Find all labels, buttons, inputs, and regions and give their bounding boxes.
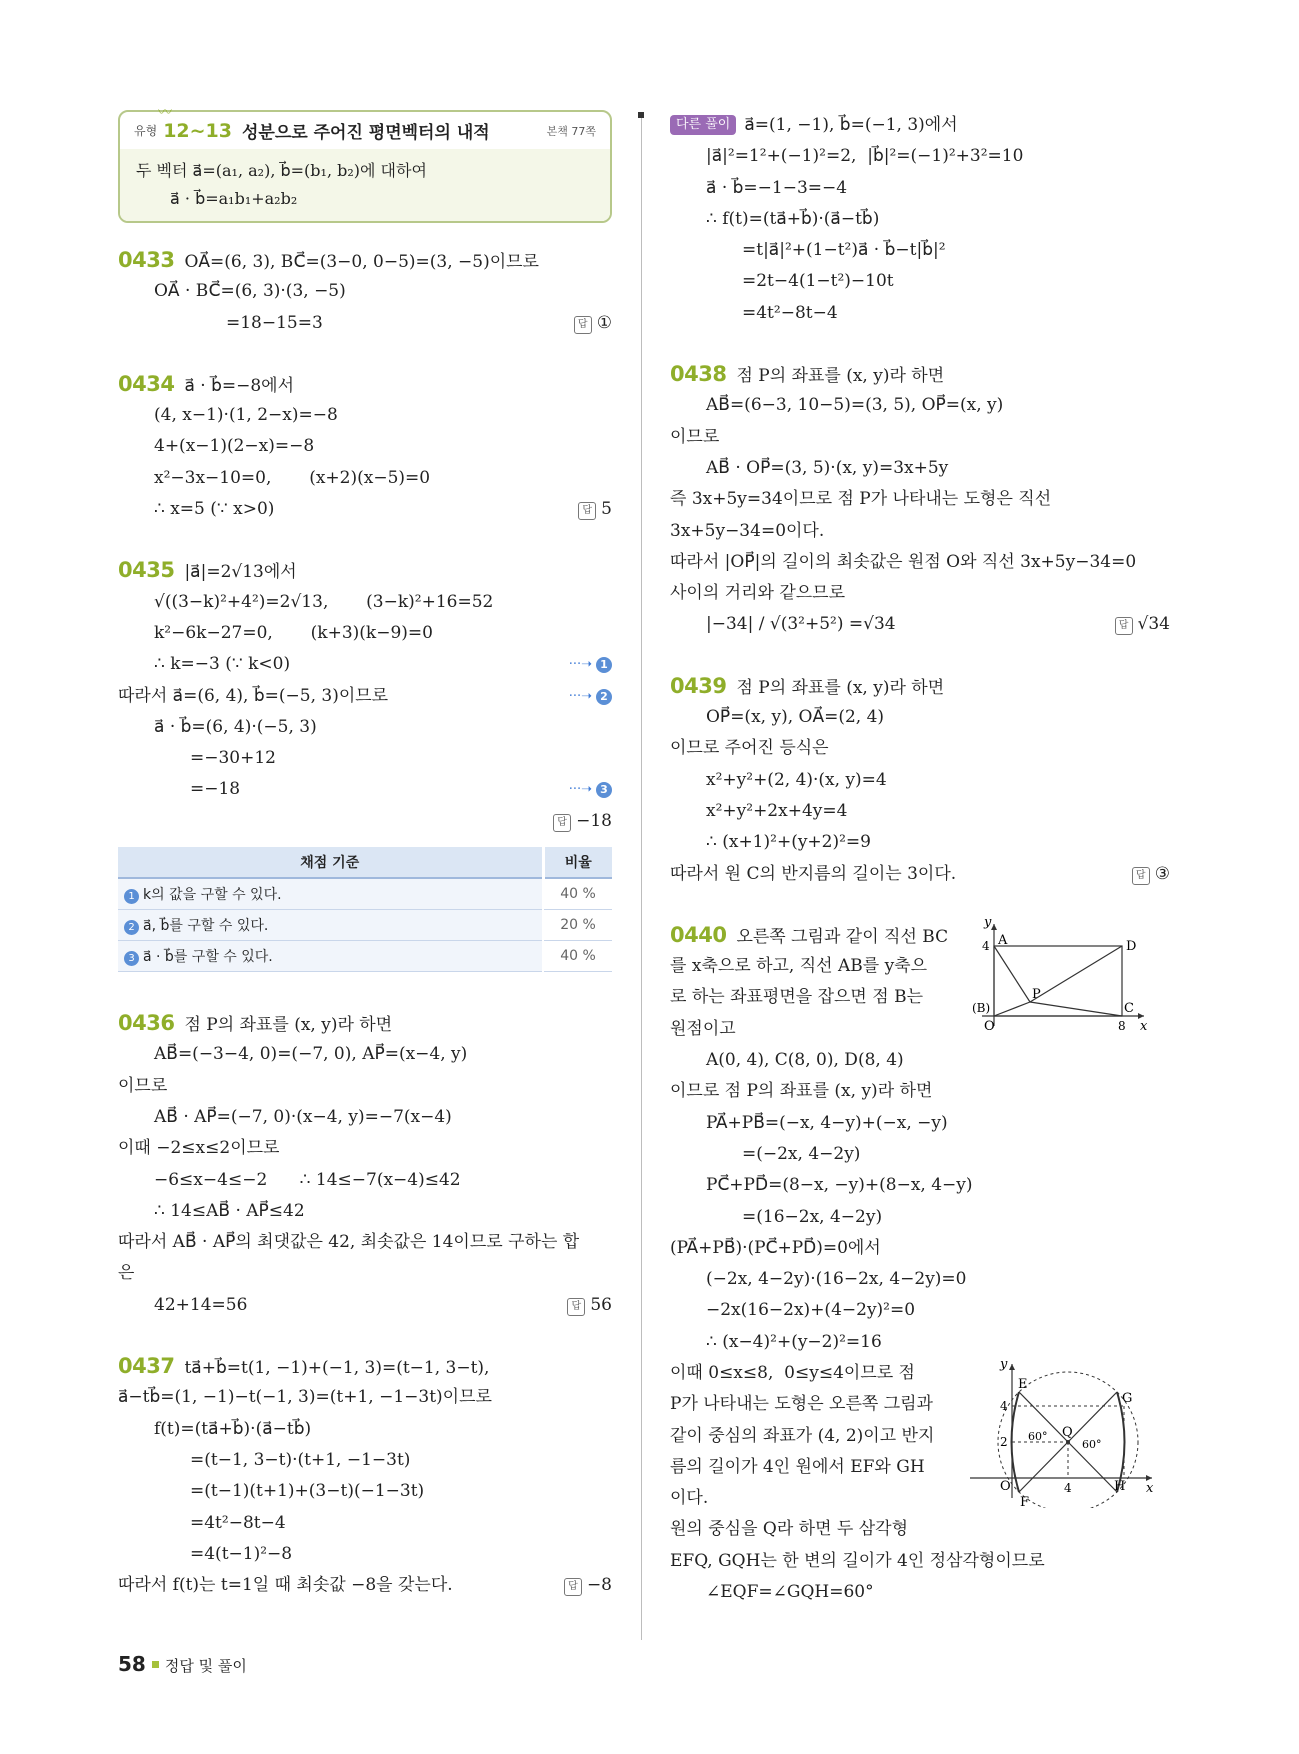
step-marker: ···➝ 1: [569, 649, 612, 680]
wave-decoration-icon: 〰: [158, 105, 172, 121]
answer: 답 5: [578, 494, 612, 525]
label-o: O: [984, 1018, 995, 1034]
label-o: O: [1000, 1478, 1011, 1494]
solution-line: 따라서 a⃗=(6, 4), b⃗=(−5, 3)이므로: [118, 685, 389, 706]
y-axis-arrow-icon: [1009, 1364, 1015, 1370]
answer-icon: 답: [1132, 867, 1150, 885]
angle-label: 60°: [1028, 1429, 1048, 1443]
step-marker: ···➝ 2: [569, 681, 612, 712]
arc-gh: [1117, 1392, 1125, 1492]
solution-line: 3x+5y−34=0이다.: [670, 520, 825, 541]
circle-figure: [970, 1358, 1160, 1508]
table-row: [118, 941, 612, 972]
criterion-text: k의 값을 구할 수 있다.: [143, 887, 282, 904]
segment-pb: [994, 1002, 1030, 1016]
problem-number: 0439: [670, 673, 727, 698]
solution-line: 점 P의 좌표를 (x, y)라 하면: [736, 366, 945, 387]
segment-pd: [1030, 946, 1122, 1002]
solution-line: 오른쪽 그림과 같이 직선 BC: [736, 926, 949, 947]
problem-number: 0436: [118, 1011, 175, 1036]
solution-line: =(t−1, 3−t)·(t+1, −1−3t): [190, 1449, 411, 1470]
solution-line: −2x(16−2x)+(4−2y)²=0: [706, 1300, 916, 1321]
solution-line: 이므로: [118, 1075, 168, 1096]
solution-line: OP⃗=(x, y), OA⃗=(2, 4): [706, 707, 885, 728]
problem-0434: [118, 369, 612, 525]
type-header: [120, 112, 610, 149]
rectangle-abcd: [994, 946, 1122, 1016]
label-a: A: [998, 932, 1008, 948]
answer-icon: 답: [1115, 617, 1133, 635]
angle-label: 60°: [1082, 1437, 1102, 1451]
solution-line: 를 x축으로 하고, 직선 AB를 y축으: [670, 956, 928, 977]
criterion-ratio: 40 %: [543, 941, 612, 972]
solution-line: ∴ f(t)=(ta⃗+b⃗)·(a⃗−tb⃗): [706, 208, 880, 229]
solution-line: f(t)=(ta⃗+b⃗)·(a⃗−tb⃗): [154, 1418, 312, 1439]
segment-pa: [994, 946, 1030, 1002]
answer-icon: 답: [553, 814, 571, 832]
page-number: 58: [118, 1652, 146, 1676]
solution-line: 사이의 거리와 같으므로: [670, 583, 846, 604]
solution-line: 따라서 AB⃗ · AP⃗의 최댓값은 42, 최솟값은 14이므로 구하는 합: [118, 1232, 580, 1253]
summary-formula: a⃗ · b⃗=a₁b₁+a₂b₂: [170, 189, 298, 208]
answer: 답 ①: [574, 308, 612, 339]
type-ref: 본책 77쪽: [546, 124, 596, 138]
solution-line: |a⃗|=2√13에서: [184, 562, 297, 583]
answer: 답 √34: [1115, 609, 1170, 640]
solution-line: 4+(x−1)(2−x)=−8: [154, 436, 315, 457]
solution-line: AB⃗ · AP⃗=(−7, 0)·(x−4, y)=−7(x−4): [154, 1106, 452, 1127]
label-p: P: [1032, 986, 1041, 1002]
problem-number: 0433: [118, 248, 175, 272]
solution-line: =4t²−8t−4: [190, 1512, 286, 1533]
answer: 답 −8: [564, 1570, 612, 1601]
criterion-ratio: 20 %: [543, 910, 612, 941]
x-label: x: [1146, 1480, 1154, 1496]
type-range: 12~13: [163, 119, 232, 142]
segment-pc: [1030, 1002, 1122, 1016]
solution-line: ∴ k=−3 (∵ k<0): [154, 654, 291, 675]
solution-line: ∴ 14≤AB⃗ · AP⃗≤42: [154, 1200, 305, 1221]
footer-label: 정답 및 풀이: [164, 1657, 247, 1675]
solution-line: PA⃗+PB⃗=(−x, 4−y)+(−x, −y): [706, 1112, 948, 1133]
step-marker: ···➝ 3: [569, 774, 612, 805]
solution-line: a⃗−tb⃗=(1, −1)−t(−1, 3)=(t+1, −1−3t)이므로: [118, 1387, 492, 1408]
table-header: 채점 기준: [118, 847, 543, 878]
solution-line: x²+y²+2x+4y=4: [706, 800, 848, 821]
solution-line: 원의 중심을 Q라 하면 두 삼각형: [670, 1519, 909, 1540]
solution-line: 이다.: [670, 1488, 709, 1509]
answer: 답 −18: [553, 806, 612, 837]
solution-line: 원점이고: [670, 1018, 736, 1039]
table-header: 비율: [543, 847, 612, 878]
left-column: [118, 105, 612, 1601]
solution-line: 같이 중심의 좌표가 (4, 2)이고 반지: [670, 1425, 935, 1446]
step-number: 1: [124, 889, 139, 904]
solution-line: 이므로 점 P의 좌표를 (x, y)라 하면: [670, 1081, 933, 1102]
problem-number: 0434: [118, 371, 175, 396]
problem-number: 0435: [118, 558, 175, 583]
criterion-ratio: 40 %: [543, 878, 612, 910]
solution-line: a⃗=(1, −1), b⃗=(−1, 3)에서: [744, 115, 958, 135]
solution-line: OA⃗=(6, 3), BC⃗=(3−0, 0−5)=(3, −5)이므로: [184, 252, 539, 272]
solution-line: ∠EQF=∠GQH=60°: [706, 1582, 874, 1603]
solution-line: |−34| / √(3²+5²) =√34: [706, 614, 896, 635]
rectangle-figure: [972, 916, 1152, 1036]
solution-line: PC⃗+PD⃗=(8−x, −y)+(8−x, 4−y): [706, 1175, 973, 1196]
problem-0437: [118, 1351, 612, 1601]
table-row: [118, 910, 612, 941]
alternative-solution: [670, 110, 1170, 329]
problem-0436: [118, 1008, 612, 1321]
solution-line: =(−2x, 4−2y): [742, 1143, 861, 1164]
solution-line: |a⃗|²=1²+(−1)²=2, |b⃗|²=(−1)²+3²=10: [706, 146, 1024, 167]
solution-line: 로 하는 좌표평면을 잡으면 점 B는: [670, 987, 923, 1008]
solution-line: =2t−4(1−t²)−10t: [742, 271, 894, 292]
page-footer: [118, 1652, 247, 1676]
answer-icon: 답: [578, 502, 596, 520]
solution-line: a⃗ · b⃗=(6, 4)·(−5, 3): [154, 716, 317, 737]
step-number: 3: [124, 951, 139, 966]
solution-line: =18−15=3: [226, 312, 323, 333]
solution-line: 이때 −2≤x≤2이므로: [118, 1138, 280, 1159]
label-h: H: [1114, 1478, 1126, 1494]
solution-line: (−2x, 4−2y)·(16−2x, 4−2y)=0: [706, 1269, 967, 1290]
type-tag: 유형: [134, 124, 158, 138]
tick-4: 4: [982, 938, 990, 953]
solution-line: =4(t−1)²−8: [190, 1543, 293, 1564]
problem-0433: [118, 245, 612, 339]
solution-line: =(t−1)(t+1)+(3−t)(−1−3t): [190, 1481, 425, 1502]
solution-line: 42+14=56: [154, 1294, 248, 1315]
answer: 답 56: [567, 1290, 612, 1321]
solution-line: −6≤x−4≤−2 ∴ 14≤−7(x−4)≤42: [154, 1169, 461, 1190]
solution-line: ∴ (x+1)²+(y+2)²=9: [706, 832, 871, 853]
table-row: [118, 878, 612, 910]
solution-line: AB⃗ · OP⃗=(3, 5)·(x, y)=3x+5y: [706, 457, 949, 478]
type-header-box: [118, 105, 612, 223]
solution-line: 따라서 f(t)는 t=1일 때 최솟값 −8을 갖는다.: [118, 1575, 453, 1596]
problem-0438: [670, 359, 1170, 641]
answer-icon: 답: [564, 1578, 582, 1596]
label-e: E: [1018, 1376, 1028, 1392]
solution-line: (4, x−1)·(1, 2−x)=−8: [154, 405, 338, 426]
label-d: D: [1126, 938, 1137, 954]
center-point-icon: [1066, 1440, 1070, 1444]
type-summary: [120, 149, 610, 221]
solution-line: AB⃗=(6−3, 10−5)=(3, 5), OP⃗=(x, y): [706, 395, 1004, 416]
solution-line: A(0, 4), C(8, 0), D(8, 4): [706, 1050, 904, 1071]
solution-line: (PA⃗+PB⃗)·(PC⃗+PD⃗)=0에서: [670, 1237, 881, 1258]
solution-line: 은: [118, 1263, 135, 1284]
tick-y4: 4: [1000, 1398, 1008, 1413]
criterion-text: a⃗ · b⃗를 구할 수 있다.: [143, 949, 273, 966]
solution-line: EFQ, GQH는 한 변의 길이가 4인 정삼각형이므로: [670, 1550, 1045, 1571]
problem-number: 0440: [670, 922, 727, 947]
y-label: y: [984, 915, 992, 930]
solution-line: x²+y²+(2, 4)·(x, y)=4: [706, 769, 887, 790]
step-number: 2: [124, 920, 139, 935]
tick-y2: 2: [1000, 1434, 1008, 1449]
problem-number: 0438: [670, 362, 727, 387]
label-g: G: [1122, 1390, 1133, 1406]
solution-line: =−30+12: [190, 748, 276, 769]
solution-line: ∴ (x−4)²+(y−2)²=16: [706, 1331, 882, 1352]
label-q: Q: [1062, 1424, 1073, 1440]
type-title: 성분으로 주어진 평면벡터의 내적: [242, 123, 490, 143]
solution-line: k²−6k−27=0, (k+3)(k−9)=0: [154, 622, 433, 643]
scoring-table: [118, 847, 612, 972]
solution-line: ∴ x=5 (∵ x>0): [154, 499, 275, 520]
solution-line: 이므로: [670, 426, 720, 447]
right-column: [670, 110, 1170, 1608]
tick-8: 8: [1118, 1018, 1126, 1033]
summary-line: 두 벡터 a⃗=(a₁, a₂), b⃗=(b₁, b₂)에 대하여: [136, 161, 427, 180]
criterion-text: a⃗, b⃗를 구할 수 있다.: [143, 918, 269, 935]
solution-line: 즉 3x+5y=34이므로 점 P가 나타내는 도형은 직선: [670, 489, 1052, 510]
solution-line: 름의 길이가 4인 원에서 EF와 GH: [670, 1456, 925, 1477]
solution-line: =−18: [190, 779, 241, 800]
problem-number: 0437: [118, 1354, 175, 1379]
solution-line: a⃗ · b⃗=−8에서: [184, 375, 295, 396]
solution-line: =(16−2x, 4−2y): [742, 1206, 883, 1227]
solution-line: 따라서 |OP⃗|의 길이의 최솟값은 원점 O와 직선 3x+5y−34=0: [670, 551, 1137, 572]
answer-icon: 답: [574, 316, 592, 334]
footer-square-icon: [152, 1661, 159, 1668]
solution-line: a⃗ · b⃗=−1−3=−4: [706, 177, 848, 198]
label-c: C: [1124, 1000, 1134, 1016]
x-label: x: [1140, 1018, 1148, 1034]
solution-line: =t|a⃗|²+(1−t²)a⃗ · b⃗−t|b⃗|²: [742, 240, 946, 261]
tick-x4: 4: [1064, 1480, 1072, 1495]
solution-line: 이므로 주어진 등식은: [670, 738, 829, 759]
solution-line: AB⃗=(−3−4, 0)=(−7, 0), AP⃗=(x−4, y): [154, 1044, 468, 1065]
problem-0440: [670, 915, 1170, 1609]
solution-line: =4t²−8t−4: [742, 302, 838, 323]
alt-solution-tag: 다른 풀이: [670, 115, 736, 135]
solution-line: ta⃗+b⃗=t(1, −1)+(−1, 3)=(t−1, 3−t),: [184, 1358, 490, 1379]
label-f: F: [1020, 1494, 1030, 1508]
label-b: (B): [972, 1000, 991, 1015]
problem-0435: [118, 555, 612, 972]
column-divider: [641, 112, 642, 1640]
solution-line: 이때 0≤x≤8, 0≤y≤4이므로 점: [670, 1362, 915, 1383]
y-label: y: [1000, 1357, 1008, 1372]
answer-icon: 답: [567, 1298, 585, 1316]
divider-marker: [638, 112, 644, 118]
solution-line: 따라서 원 C의 반지름의 길이는 3이다.: [670, 863, 957, 884]
solution-line: 점 P의 좌표를 (x, y)라 하면: [736, 677, 945, 698]
answer: 답 ③: [1132, 859, 1170, 890]
y-axis-arrow-icon: [991, 924, 997, 930]
solution-line: √((3−k)²+4²)=2√13, (3−k)²+16=52: [154, 591, 494, 612]
problem-0439: [670, 671, 1170, 890]
solution-line: x²−3x−10=0, (x+2)(x−5)=0: [154, 467, 431, 488]
solution-line: OA⃗ · BC⃗=(6, 3)·(3, −5): [154, 281, 346, 302]
solution-line: 점 P의 좌표를 (x, y)라 하면: [184, 1015, 393, 1036]
solution-line: P가 나타내는 도형은 오른쪽 그림과: [670, 1394, 933, 1415]
